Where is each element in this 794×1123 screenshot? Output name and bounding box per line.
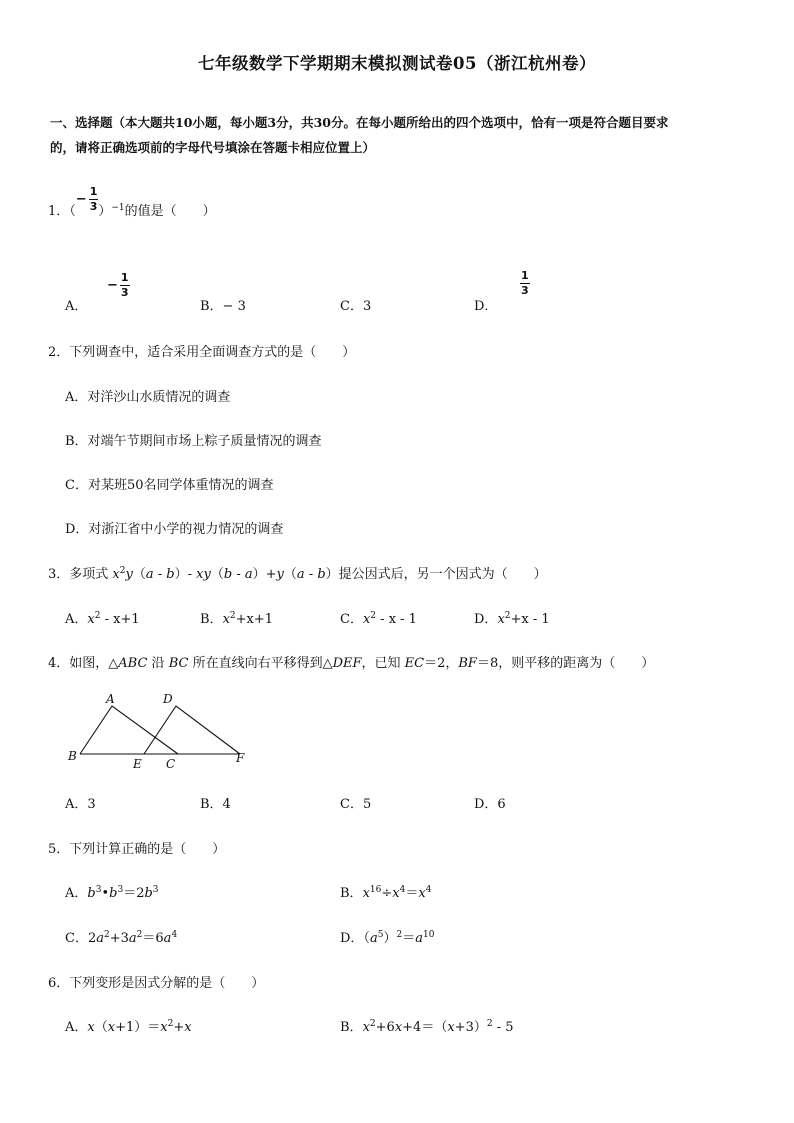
q4-option-a[interactable]: A．3 (65, 797, 96, 812)
q6-option-a[interactable]: A．$x(x+1)=x^2+x$ (65, 1019, 192, 1035)
q3-option-c[interactable]: C．$x^2$ - x - 1 (340, 611, 417, 627)
q1-option-a-fraction: − $\frac{1}{3}$ (107, 271, 129, 299)
q2-option-c[interactable]: C．对某班50名同学体重情况的调查 (65, 478, 274, 493)
label-d: D (163, 692, 173, 706)
section-heading-line2: 的，请将正确选项前的字母代号填涂在答题卡相应位置上） (50, 140, 376, 155)
triangle-translation-figure (60, 688, 260, 776)
question-6-stem: 6．下列变形是因式分解的是（ ） (48, 976, 265, 991)
q2-option-a[interactable]: A．对洋沙山水质情况的调查 (65, 390, 231, 405)
question-3-stem: 3．多项式 $x^2y(a - b)-$ xy（b - a）+y（a - b）提公因式后，另一个因式为（ ） (48, 566, 547, 582)
section-heading (50, 110, 750, 160)
q1-fraction: − $\frac{1}{3}$ (75, 185, 98, 213)
q4-option-b[interactable]: B．4 (200, 797, 231, 812)
label-c: C (166, 757, 176, 771)
q5-option-d[interactable]: D．$(a^5)^2=a^{10}$ (340, 930, 435, 946)
q3-option-a[interactable]: A．$x^2 - x+1$ (65, 611, 140, 627)
q3-option-b[interactable]: B．$x^2+x+1$ (200, 611, 274, 627)
q2-option-b[interactable]: B．对端午节期间市场上粽子质量情况的调查 (65, 434, 322, 449)
q1-option-d[interactable]: D． (474, 299, 498, 314)
label-e: E (133, 757, 142, 771)
section-heading-line1: 一、选择题（本大题共10小题，每小题3分，共30分。在每小题所给出的四个选项中，恰有一项是符合题目要求 (50, 115, 669, 130)
label-b: B (68, 749, 77, 763)
triangle-def (144, 706, 240, 754)
page-title: 七年级数学下学期期末模拟测试卷05（浙江杭州卷） (198, 54, 596, 73)
question-1-stem: 1．（− $\frac{1}{3}$ ）$^{-1}$的值是（ ） (48, 185, 216, 219)
q5-option-a[interactable]: A．$b^3•b^3=2b^3$ (65, 885, 159, 901)
q5-option-c[interactable]: C．$2a^2+3a^2=6a^4$ (65, 930, 178, 946)
q1-option-d-fraction: $\frac{1}{3}$ (521, 269, 529, 297)
q1-option-c[interactable]: C．3 (340, 299, 372, 314)
q1-option-b[interactable]: B．− 3 (200, 299, 246, 314)
q6-option-b[interactable]: B．$x^2+6x+4=(x+3)^2 - 5$ (340, 1019, 514, 1035)
q4-option-d[interactable]: D．6 (474, 797, 506, 812)
question-2-stem: 2．下列调查中，适合采用全面调查方式的是（ ） (48, 345, 356, 360)
q4-option-c[interactable]: C．5 (340, 797, 372, 812)
q1-option-a[interactable]: A． (65, 299, 88, 314)
label-a: A (106, 692, 115, 706)
q5-option-b[interactable]: B．$x^{16}\div x^4=x^4$ (340, 885, 432, 901)
question-5-stem: 5．下列计算正确的是（ ） (48, 842, 226, 857)
question-4-stem: 4．如图，△ABC 沿 BC 所在直线向右平移得到△DEF，已知 EC＝2，BF＝8，则平移的距离为（ ） (48, 656, 655, 671)
q3-option-d[interactable]: D．$x^2+x - 1$ (474, 611, 550, 627)
q2-option-d[interactable]: D．对浙江省中小学的视力情况的调查 (65, 522, 284, 537)
triangle-abc (80, 706, 178, 754)
label-f: F (236, 751, 245, 765)
